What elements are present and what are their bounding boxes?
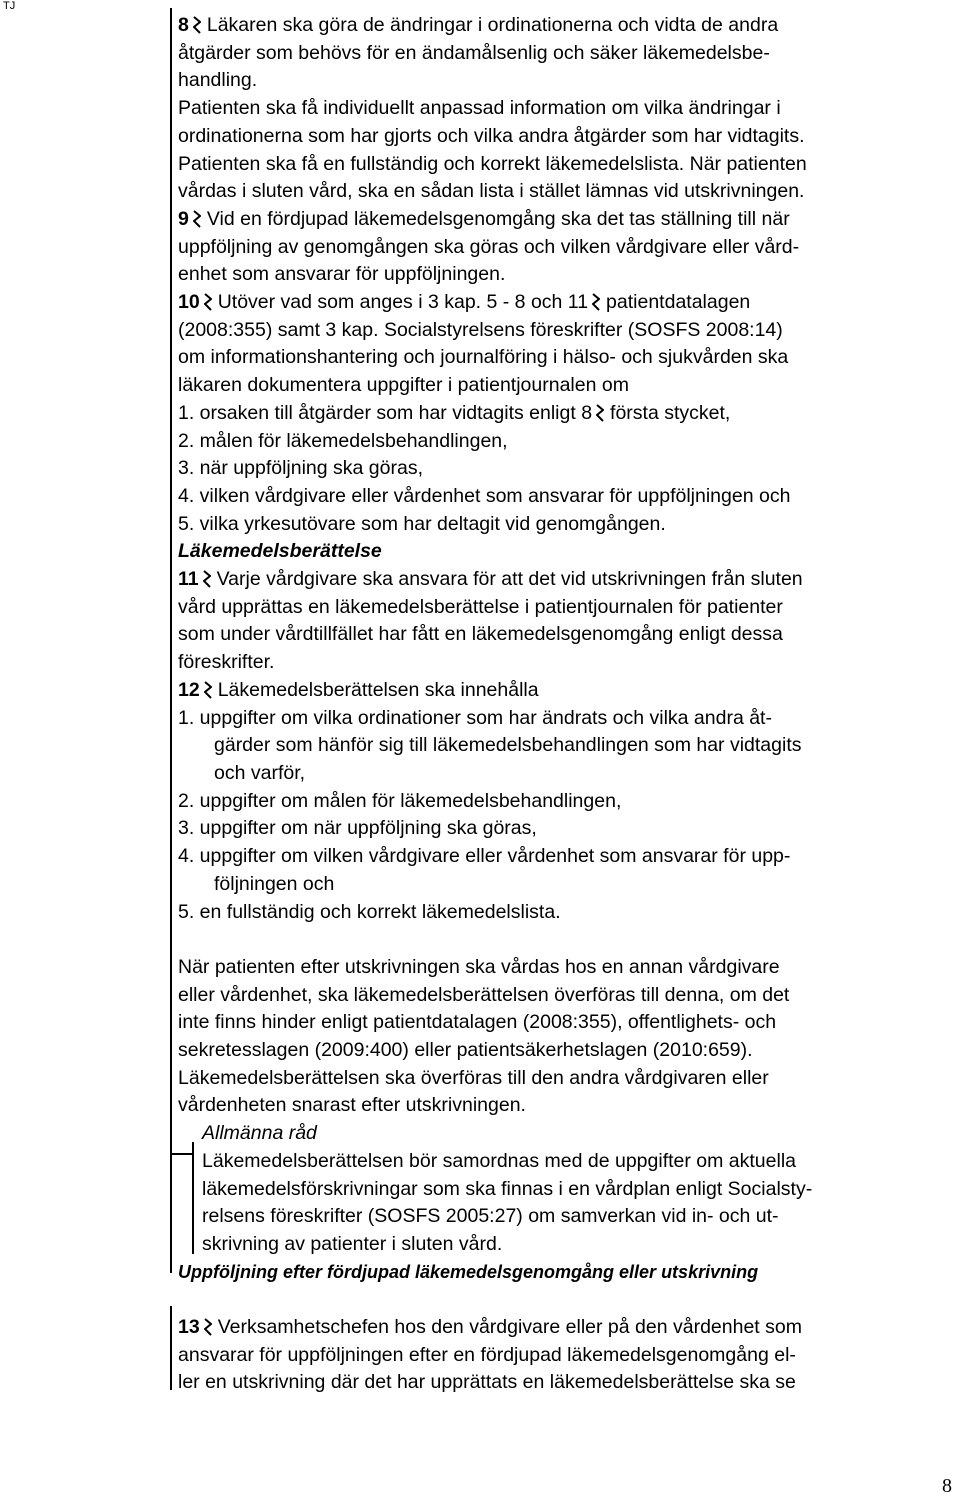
section-sign-icon (596, 404, 604, 422)
page-number: 8 (942, 1475, 952, 1497)
section-sign-icon (193, 210, 201, 228)
section-10-line (178, 289, 958, 317)
section-10-line: (2008:355) samt 3 kap. Socialstyrelsens föreskrifter (SOSFS 2008:14) (178, 318, 783, 341)
list-item: 3. uppgifter om när uppföljning ska göras, (178, 817, 537, 840)
section-11-line: som under vårdtillfället har fått en läkemedelsgenomgång enligt dessa (178, 623, 783, 646)
allmanna-rad-title: Allmänna råd (202, 1122, 317, 1145)
section-8-line: vårdas i sluten vård, ska en sådan lista i stället lämnas vid utskrivningen. (178, 180, 805, 203)
section-text: Vid en fördjupad läkemedelsgenomgång ska det tas ställning till när (206, 207, 790, 230)
list-item-continuation: gärder som hänför sig till läkemedelsbehandlingen som har vidtagits (214, 734, 802, 757)
spacer (178, 1286, 958, 1314)
section-number: 12 (178, 678, 200, 701)
section-sign-icon (204, 681, 212, 699)
list-item-continuation: och varför, (214, 761, 306, 784)
section-sign-icon (204, 293, 212, 311)
spacer (178, 926, 958, 954)
section-10-line: om informationshantering och journalföring i hälso- och sjukvården ska (178, 346, 789, 369)
list-item: 5. vilka yrkesutövare som har deltagit vid genomgången. (178, 512, 666, 535)
section-number: 9 (178, 207, 189, 230)
allmanna-rad-line: relsens föreskrifter (SOSFS 2005:27) om samverkan vid in- och ut- (202, 1205, 779, 1228)
section-number: 13 (178, 1316, 200, 1339)
section-number: 8 (178, 14, 189, 36)
section-13-line: ansvarar för uppföljningen efter en fördjupad läkemedelsgenomgång el- (178, 1343, 796, 1366)
list-item (178, 400, 958, 428)
section-text: Verksamhetschefen hos den vårdgivare eller på den vårdenhet som (217, 1316, 802, 1339)
list-item: 4. uppgifter om vilken vårdgivare eller vårdenhet som ansvarar för upp- (178, 845, 791, 868)
section-text: patientdatalagen (606, 291, 751, 314)
paragraph-line: När patienten efter utskrivningen ska vårdas hos en annan vårdgivare (178, 955, 780, 978)
section-10-line: läkaren dokumentera uppgifter i patientjournalen om (178, 374, 629, 397)
paragraph-line: inte finns hinder enligt patientdatalagen (2008:355), offentlighets- och (178, 1011, 777, 1034)
section-9-line (178, 206, 958, 234)
document-body (178, 12, 958, 1397)
paragraph-line: Läkemedelsberättelsen ska överföras till den andra vårdgivaren eller (178, 1066, 769, 1089)
section-sign-icon (592, 293, 600, 311)
section-sign-icon (203, 570, 211, 588)
section-number: 11 (178, 568, 199, 591)
section-sign-icon (193, 16, 201, 34)
section-13-line: ler en utskrivning där det har upprättats en läkemedelsberättelse ska se (178, 1371, 796, 1394)
section-13-line (178, 1314, 958, 1342)
section-8-line (178, 12, 958, 40)
list-item-text: första stycket, (610, 401, 731, 424)
section-8-line: ordinationerna som har gjorts och vilka andra åtgärder som har vidtagits. (178, 124, 805, 147)
section-8-line: handling. (178, 69, 258, 92)
paragraph-line: sekretesslagen (2009:400) eller patientsäkerhetslagen (2010:659). (178, 1039, 753, 1061)
revision-bar-2 (170, 1306, 172, 1390)
allmanna-rad-line: Läkemedelsberättelsen bör samordnas med de uppgifter om aktuella (202, 1149, 797, 1172)
section-11-line: föreskrifter. (178, 651, 275, 674)
paragraph-line: vårdenheten snarast efter utskrivningen. (178, 1094, 526, 1117)
section-9-line: enhet som ansvarar för uppföljningen. (178, 263, 506, 286)
list-item: 5. en fullständig och korrekt läkemedelslista. (178, 900, 561, 923)
paragraph-line: eller vårdenhet, ska läkemedelsberättelsen överföras till denna, om det (178, 983, 790, 1006)
section-sign-icon (204, 1318, 212, 1336)
list-item-text: 1. orsaken till åtgärder som har vidtagits enligt 8 (178, 401, 593, 424)
list-item: 3. när uppföljning ska göras, (178, 457, 423, 480)
section-9-line: uppföljning av genomgången ska göras och vilken vårdgivare eller vård- (178, 235, 800, 258)
section-12-line (178, 677, 958, 705)
section-text: Läkaren ska göra de ändringar i ordinationerna och vidta de andra (206, 14, 779, 36)
allmanna-rad-line: läkemedelsförskrivningar som ska finnas i en vårdplan enligt Socialsty- (202, 1177, 813, 1200)
section-text: Utöver vad som anges i 3 kap. 5 - 8 och 11 (217, 291, 589, 314)
section-11-line: vård upprättas en läkemedelsberättelse i patientjournalen för patienter (178, 595, 783, 618)
section-8-line: Patienten ska få en fullständig och korrekt läkemedelslista. När patienten (178, 152, 807, 175)
section-8-line: åtgärder som behövs för en ändamålsenlig och säker läkemedelsbe- (178, 41, 770, 64)
section-11-line (178, 566, 958, 594)
section-text: Läkemedelsberättelsen ska innehålla (217, 678, 539, 701)
section-text: Varje vårdgivare ska ansvara för att det vid utskrivningen från sluten (216, 568, 803, 591)
section-8-line: Patienten ska få individuellt anpassad information om vilka ändringar i (178, 97, 781, 120)
header-mark: TJ (3, 0, 16, 12)
section-number: 10 (178, 291, 200, 314)
section-heading: Uppföljning efter fördjupad läkemedelsgenomgång eller utskrivning (178, 1261, 759, 1282)
allmanna-rad-line: skrivning av patienter i sluten vård. (202, 1232, 503, 1255)
revision-bar (170, 8, 172, 1273)
list-item: 2. målen för läkemedelsbehandlingen, (178, 429, 508, 452)
allmanna-rad-block (178, 1120, 958, 1259)
list-item-continuation: följningen och (214, 872, 335, 895)
list-item: 4. vilken vårdgivare eller vårdenhet som ansvarar för uppföljningen och (178, 484, 791, 507)
list-item: 2. uppgifter om målen för läkemedelsbehandlingen, (178, 789, 622, 812)
section-heading: Läkemedelsberättelse (178, 540, 382, 563)
list-item: 1. uppgifter om vilka ordinationer som har ändrats och vilka andra åt- (178, 706, 772, 729)
